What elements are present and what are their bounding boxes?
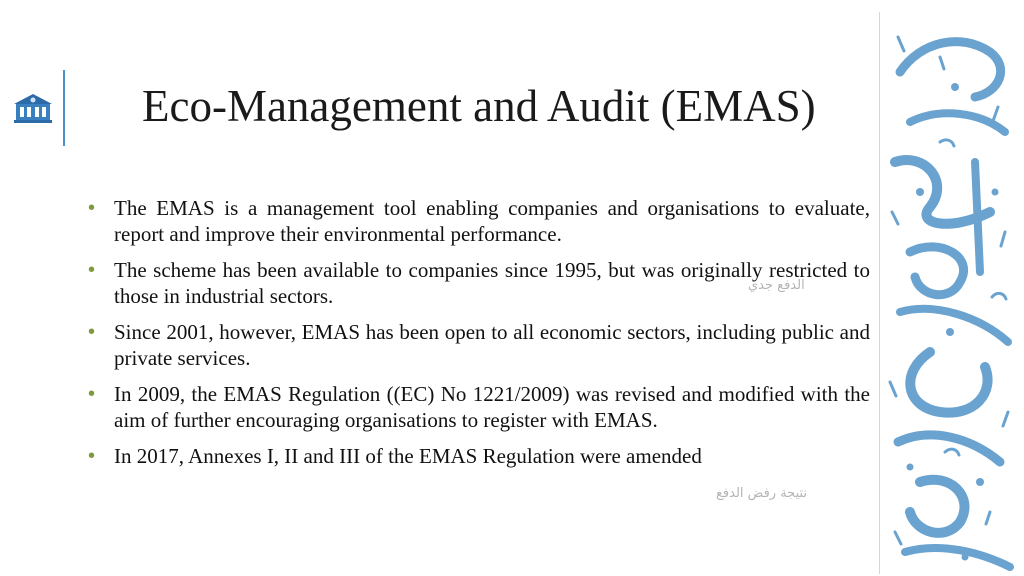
bullet-item [88,381,870,433]
bullet-dot: • [88,197,96,219]
bullet-text: The scheme has been available to companies since 1995, but was originally restricted to those in industrial sectors. [114,258,870,308]
bullet-dot: • [88,259,96,281]
bullet-item [88,319,870,371]
calligraphy-panel [879,12,1022,574]
bullet-text: Since 2001, however, EMAS has been open to all economic sectors, including public and private services. [114,320,870,370]
watermark-text: الدفع جدي [748,278,805,293]
bullet-dot: • [88,321,96,343]
bullet-text: The EMAS is a management tool enabling companies and organisations to evaluate, report and improve their environmental performance. [114,196,870,246]
bullet-list [88,195,870,479]
arabic-calligraphy-icon [880,12,1022,574]
bullet-text: In 2017, Annexes I, II and III of the EMAS Regulation were amended [114,444,702,468]
bullet-text: In 2009, the EMAS Regulation ((EC) No 1221/2009) was revised and modified with the aim of further encouraging organisations to register with EMAS. [114,382,870,432]
bullet-dot: • [88,383,96,405]
watermark-text: نتيجة رفض الدفع [716,486,808,501]
university-logo-icon [12,92,54,124]
bullet-dot: • [88,445,96,467]
bullet-item [88,195,870,247]
slide-title: Eco-Management and Audit (EMAS) [142,81,816,131]
bullet-item [88,443,870,469]
logo-divider [63,70,65,146]
